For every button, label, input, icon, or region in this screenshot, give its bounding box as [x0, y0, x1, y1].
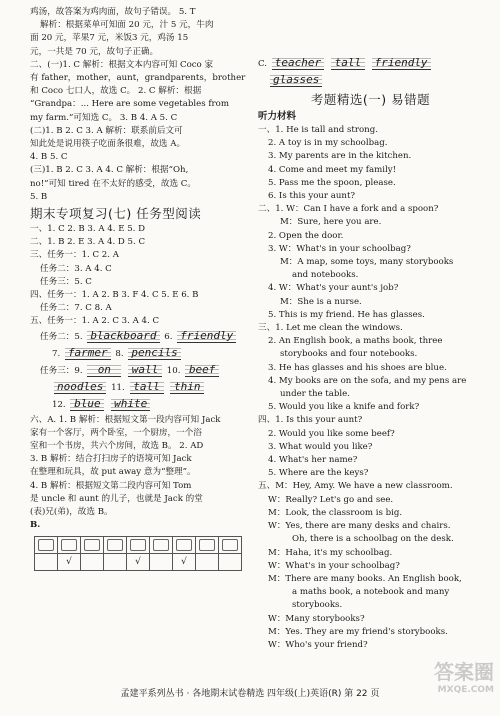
text-line: a maths book, a notebook and many	[292, 587, 450, 598]
part-label: C.	[258, 59, 268, 69]
text-line: M：Yes. They are my friend's storybooks.	[268, 626, 448, 637]
item-picture-icon	[61, 539, 77, 551]
answer-line: 四、任务一：1. A 2. B 3. F 4. C 5. E 6. B	[30, 290, 199, 301]
mark-cell	[35, 553, 58, 570]
text-line: 是 uncle 和 aunt 的儿子，也就是 Jack 的堂	[30, 493, 203, 504]
text-line: 4. Come and meet my family!	[268, 164, 397, 175]
item-picture-icon	[153, 539, 169, 551]
text-line: W：Who's your friend?	[268, 639, 368, 650]
mark-cell: √	[127, 553, 150, 570]
mark-cell	[219, 553, 242, 570]
text-line: storybooks and four notebooks.	[280, 349, 418, 360]
handwritten-word: blue	[70, 397, 104, 411]
text-line: 四、1. Is this your aunt?	[258, 415, 363, 426]
picture-cell	[150, 536, 173, 553]
handwritten-word: tall	[331, 56, 365, 70]
handwritten-word: pencils	[128, 346, 180, 360]
handwriting-row	[30, 346, 252, 363]
handwritten-word: on	[87, 363, 121, 377]
handwriting-row	[30, 397, 252, 414]
number-label: 6.	[164, 331, 173, 342]
mark-cell: √	[173, 553, 196, 570]
text-line: 一、1. He is tall and strong.	[258, 125, 378, 135]
text-line: M：Haha, it's my schoolbag.	[268, 547, 393, 558]
answer-line: 任务二：3. A 4. C	[40, 263, 112, 274]
left-column	[30, 6, 252, 571]
text-line: 3. B 解析：结合打扫房子的语境可知 Jack	[30, 454, 192, 465]
text-line: 4. B 解析：根据短文第二段内容可知 Tom	[30, 480, 192, 491]
text-line: 2. A toy is in my schoolbag.	[268, 138, 388, 149]
watermark-logo	[406, 660, 494, 704]
text-line: 2. Open the door.	[268, 230, 344, 241]
text-line: Oh, there is a schoolbag on the desk.	[292, 534, 454, 545]
text-line: storybooks.	[292, 600, 343, 611]
text-line: M：There are many books. An English book,	[268, 573, 462, 584]
text-line: M：A map, some toys, many storybooks	[280, 257, 454, 268]
text-line: 5. B	[30, 191, 48, 202]
text-line: 二、1. W：Can I have a fork and a spoon?	[258, 204, 439, 215]
mark-cell	[150, 553, 173, 570]
text-line: W：Yes, there are many desks and chairs.	[268, 521, 451, 532]
answer-line: 任务三：5. C	[40, 276, 92, 287]
mark-cell: √	[58, 553, 81, 570]
picture-cell	[196, 536, 219, 553]
text-line: 面 20 元，苹果7 元，米饭3 元，鸡汤 15	[30, 33, 189, 44]
text-line: and notebooks.	[292, 270, 359, 281]
mark-cell	[81, 553, 104, 570]
answer-line: 二、1. B 2. E 3. A 4. D 5. C	[30, 237, 146, 248]
text-line: 5. This is my friend. He has glasses.	[268, 309, 425, 320]
section-title: 考题精选(一) 易错题	[310, 92, 431, 107]
handwriting-row	[30, 380, 252, 397]
item-picture-icon	[199, 539, 215, 551]
handwriting-row	[258, 56, 483, 73]
text-line: 在整理和玩具，故 put away 意为“整理”。	[30, 467, 196, 478]
handwritten-word: beef	[185, 363, 219, 377]
number-label: 12.	[52, 399, 66, 410]
text-line: 知此处是说用筷子吃面条很难，故选 A。	[30, 139, 186, 150]
part-label: B.	[30, 520, 41, 531]
handwritten-word: friendly	[177, 329, 236, 343]
handwritten-word: farmer	[65, 346, 111, 360]
picture-cell	[58, 536, 81, 553]
answer-line: 一、1. C 2. B 3. A 4. E 5. D	[30, 224, 146, 235]
text-line: W：Really? Let's go and see.	[268, 494, 394, 505]
text-line: 2. An English book, a maths book, three	[268, 336, 443, 347]
item-picture-icon	[38, 539, 54, 551]
grid-row-marks	[35, 553, 242, 570]
text-line: 4. B 5. C	[30, 152, 68, 163]
text-line: 3. What would you like?	[268, 441, 373, 452]
section-title: 期末专项复习(七) 任务型阅读	[30, 206, 202, 222]
text-line: 有 father，mother，aunt，grandparents，brother	[30, 73, 246, 84]
handwritten-word: thin	[170, 380, 204, 394]
text-line: (二)1. B 2. C 3. A 解析：联系前后文可	[30, 125, 183, 136]
watermark-url: MXQE.COM	[437, 685, 494, 695]
answer-grid	[34, 536, 242, 571]
handwritten-word: tall	[130, 380, 164, 394]
text-line: 五、M：Hey, Amy. We have a new classroom.	[258, 481, 453, 492]
handwriting-row	[30, 329, 252, 346]
text-line: 4. W：What's your aunt's job?	[268, 283, 399, 294]
handwritten-word: teacher	[272, 56, 324, 70]
answer-line: 五、任务一：1. A 2. C 3. A 4. C	[30, 316, 160, 327]
text-line: (三)1. B 2. C 3. A 4. C 解析：根据“Oh,	[30, 165, 189, 176]
handwritten-word: wall	[128, 363, 162, 377]
item-picture-icon	[130, 539, 146, 551]
answer-line: 三、任务一：1. C 2. A	[30, 250, 119, 261]
number-label: 8.	[115, 348, 124, 359]
handwritten-word: blackboard	[87, 329, 159, 343]
text-line: 室和一个书房，共六个房间，故选 B。 2. AD	[30, 441, 204, 452]
text-line: M：Look, the classroom is big.	[268, 507, 403, 518]
handwriting-row	[258, 73, 483, 90]
text-line: my farm.”可知选 C。 3. B 4. A 5. C	[30, 112, 178, 123]
picture-cell	[127, 536, 150, 553]
item-picture-icon	[176, 539, 192, 551]
picture-cell	[173, 536, 196, 553]
number-label: 11.	[111, 382, 125, 393]
text-line: 鸡汤，故答案为鸡肉面，故句子错误。 5. T	[30, 7, 196, 17]
text-line: 解析：根据菜单可知面 20 元，汁 5 元，牛肉	[40, 20, 214, 31]
text-line: M：Sure, here you are.	[280, 217, 382, 228]
item-picture-icon	[84, 539, 100, 551]
page-footer: 孟建平系列丛书 · 各地期末试卷精选 四年级(上)英语(R) 第 22 页	[120, 689, 380, 699]
picture-cell	[104, 536, 127, 553]
text-line: (表)兄(弟)，故选 B。	[30, 507, 113, 518]
text-line: 3. My parents are in the kitchen.	[268, 151, 412, 162]
task-label: 任务二：5.	[40, 331, 83, 342]
picture-cell	[35, 536, 58, 553]
text-line: W：What's in your schoolbag?	[268, 560, 400, 571]
text-line: 和 Coco 七口人，故选 C。 2. C 解析：根据	[30, 86, 202, 97]
mark-cell	[104, 553, 127, 570]
handwriting-row	[30, 363, 252, 380]
text-line: 5. Would you like a knife and fork?	[268, 402, 420, 413]
text-line: 三、1. Let me clean the windows.	[258, 323, 403, 334]
text-line: under the table.	[280, 389, 350, 400]
text-line: 3. W：What's in your schoolbag?	[268, 243, 411, 254]
text-line: 3. He has glasses and his shoes are blue.	[268, 362, 447, 373]
text-line: 2. Would you like some beef?	[268, 428, 395, 439]
answer-line: 任务二：7. C 8. A	[40, 303, 112, 314]
text-line: 4. My books are on the sofa, and my pens are	[268, 375, 467, 386]
text-line: 元，一共是 70 元，故句子正确。	[30, 46, 159, 57]
picture-cell	[81, 536, 104, 553]
picture-cell	[219, 536, 242, 553]
text-line: 6. Is this your aunt?	[268, 191, 356, 202]
text-line: M：She is a nurse.	[280, 296, 362, 307]
text-line: “Grandpa：... Here are some vegetables from	[30, 99, 229, 110]
text-line: W：Many storybooks?	[268, 613, 365, 624]
watermark-text: 答案圈	[434, 660, 494, 684]
text-line: 5. Where are the keys?	[268, 468, 369, 479]
listening-title: 听力材料	[258, 111, 297, 122]
grid-row-pictures	[35, 536, 242, 553]
right-column	[258, 6, 483, 652]
number-label: 10.	[166, 365, 181, 376]
handwritten-word: white	[111, 397, 150, 411]
text-line: 5. Pass me the spoon, please.	[268, 177, 396, 188]
handwritten-word: noodles	[54, 380, 106, 394]
text-line: 4. What's her name?	[268, 455, 358, 466]
item-picture-icon	[222, 539, 238, 551]
text-line: 二、(一)1. C 解析：根据文本内容可知 Coco 家	[30, 59, 214, 70]
text-line: 家有一个客厅，两个卧室，一个厨房，一个浴	[30, 427, 202, 438]
text-line: no!”可知 tired 在不太好的感受，故选 C。	[30, 178, 196, 189]
number-label: 7.	[52, 348, 61, 359]
item-picture-icon	[107, 539, 123, 551]
handwritten-word: friendly	[372, 56, 431, 70]
text-line: 六、A. 1. B 解析：根据短文第一段内容可知 Jack	[30, 414, 221, 425]
task-label: 任务三：9.	[40, 365, 83, 376]
mark-cell	[196, 553, 219, 570]
handwritten-word: glasses	[270, 73, 322, 87]
